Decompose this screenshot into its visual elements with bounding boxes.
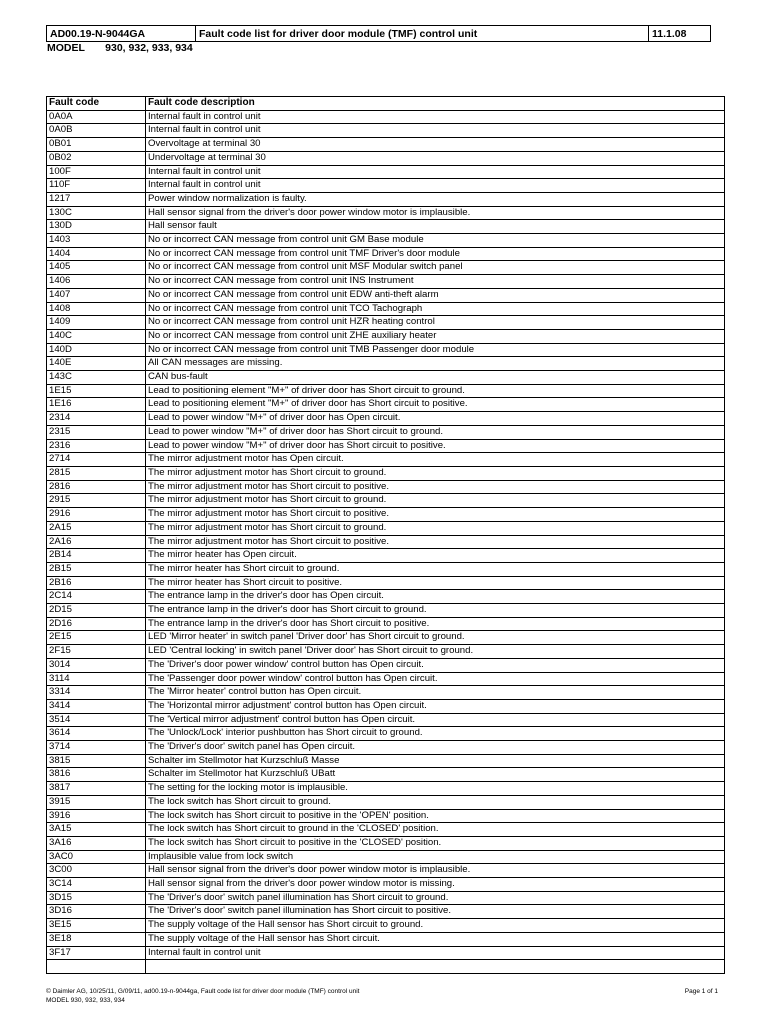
fault-description-cell: Power window normalization is faulty. xyxy=(146,192,725,206)
table-row xyxy=(47,604,725,618)
fault-description-cell: Hall sensor signal from the driver's door power window motor is missing. xyxy=(146,878,725,892)
table-row xyxy=(47,480,725,494)
fault-description-cell: The supply voltage of the Hall sensor has Short circuit to ground. xyxy=(146,919,725,933)
fault-description-cell: No or incorrect CAN message from control unit HZR heating control xyxy=(146,316,725,330)
fault-description-cell: Lead to positioning element "M+" of driver door has Short circuit to ground. xyxy=(146,384,725,398)
fault-code-cell: 3414 xyxy=(47,699,146,713)
fault-description-cell: Internal fault in control unit xyxy=(146,110,725,124)
fault-description-cell: Schalter im Stellmotor hat Kurzschluß UBatt xyxy=(146,768,725,782)
fault-description-cell: The mirror adjustment motor has Short circuit to positive. xyxy=(146,508,725,522)
fault-description-cell: The mirror adjustment motor has Short circuit to positive. xyxy=(146,535,725,549)
fault-description-cell: Hall sensor signal from the driver's door power window motor is implausible. xyxy=(146,206,725,220)
fault-code-cell: 1407 xyxy=(47,288,146,302)
fault-description-cell: No or incorrect CAN message from control unit TMF Driver's door module xyxy=(146,247,725,261)
table-row xyxy=(47,795,725,809)
table-row xyxy=(47,782,725,796)
fault-code-cell: 3A15 xyxy=(47,823,146,837)
fault-description-cell: No or incorrect CAN message from control unit INS Instrument xyxy=(146,275,725,289)
fault-code-cell: 130D xyxy=(47,220,146,234)
fault-code-cell: 2315 xyxy=(47,425,146,439)
fault-description-cell: Lead to power window "M+" of driver door has Short circuit to positive. xyxy=(146,439,725,453)
fault-code-cell: 3817 xyxy=(47,782,146,796)
fault-description-cell: No or incorrect CAN message from control unit EDW anti-theft alarm xyxy=(146,288,725,302)
fault-description-cell: The lock switch has Short circuit to ground in the 'CLOSED' position. xyxy=(146,823,725,837)
table-row xyxy=(47,247,725,261)
fault-description-cell: No or incorrect CAN message from control unit TCO Tachograph xyxy=(146,302,725,316)
fault-code-cell: 2B14 xyxy=(47,549,146,563)
fault-description-cell: Internal fault in control unit xyxy=(146,179,725,193)
fault-code-cell: 140D xyxy=(47,343,146,357)
table-row xyxy=(47,412,725,426)
fault-description-cell: Schalter im Stellmotor hat Kurzschluß Masse xyxy=(146,754,725,768)
fault-description-cell: The 'Driver's door' switch panel illumination has Short circuit to positive. xyxy=(146,905,725,919)
table-row xyxy=(47,658,725,672)
fault-description-cell: The mirror adjustment motor has Short circuit to ground. xyxy=(146,466,725,480)
fault-description-cell: Implausible value from lock switch xyxy=(146,850,725,864)
table-row xyxy=(47,932,725,946)
fault-description-cell: The mirror heater has Short circuit to ground. xyxy=(146,562,725,576)
fault-table-body xyxy=(47,110,725,973)
fault-code-cell: 3815 xyxy=(47,754,146,768)
fault-description-cell: Hall sensor signal from the driver's door power window motor is implausible. xyxy=(146,864,725,878)
fault-description-cell: The mirror heater has Open circuit. xyxy=(146,549,725,563)
table-row xyxy=(47,631,725,645)
fault-description-cell: The 'Driver's door power window' control button has Open circuit. xyxy=(146,658,725,672)
table-row xyxy=(47,535,725,549)
fault-code-cell: 2F15 xyxy=(47,645,146,659)
fault-code-cell: 140E xyxy=(47,357,146,371)
fault-description-cell: The 'Driver's door' switch panel illumination has Short circuit to ground. xyxy=(146,891,725,905)
table-row xyxy=(47,508,725,522)
fault-code-cell: 2815 xyxy=(47,466,146,480)
fault-description-cell: LED 'Central locking' in switch panel 'Driver door' has Short circuit to ground. xyxy=(146,645,725,659)
fault-code-cell: 3E15 xyxy=(47,919,146,933)
table-row xyxy=(47,384,725,398)
fault-code-cell: 3916 xyxy=(47,809,146,823)
footer-info xyxy=(46,988,359,1005)
table-row xyxy=(47,329,725,343)
footer-model: MODEL 930, 932, 933, 934 xyxy=(46,996,125,1004)
footer-page-number: Page 1 of 1 xyxy=(684,988,718,995)
table-row xyxy=(47,124,725,138)
table-row xyxy=(47,891,725,905)
fault-description-cell: The entrance lamp in the driver's door has Short circuit to positive. xyxy=(146,617,725,631)
fault-description-cell: CAN bus-fault xyxy=(146,371,725,385)
fault-description-cell: The mirror adjustment motor has Short circuit to positive. xyxy=(146,480,725,494)
table-row xyxy=(47,439,725,453)
fault-description-cell: Internal fault in control unit xyxy=(146,165,725,179)
fault-code-cell: 2C14 xyxy=(47,590,146,604)
fault-description-cell: The mirror heater has Short circuit to positive. xyxy=(146,576,725,590)
table-row xyxy=(47,398,725,412)
table-row xyxy=(47,754,725,768)
fault-code-cell: 3614 xyxy=(47,727,146,741)
table-row xyxy=(47,864,725,878)
fault-code-cell: 3E18 xyxy=(47,932,146,946)
fault-code-cell: 0A0A xyxy=(47,110,146,124)
fault-code-cell: 1404 xyxy=(47,247,146,261)
fault-description-cell: No or incorrect CAN message from control unit ZHE auxiliary heater xyxy=(146,329,725,343)
table-row xyxy=(47,699,725,713)
fault-description-cell: The lock switch has Short circuit to positive in the 'OPEN' position. xyxy=(146,809,725,823)
table-row xyxy=(47,343,725,357)
fault-description-cell: No or incorrect CAN message from control unit GM Base module xyxy=(146,234,725,248)
model-line xyxy=(47,42,193,54)
fault-description-cell: Internal fault in control unit xyxy=(146,946,725,960)
model-label: MODEL xyxy=(47,42,85,54)
table-row xyxy=(47,960,725,974)
fault-description-cell: The mirror adjustment motor has Short circuit to ground. xyxy=(146,521,725,535)
fault-description-cell: The lock switch has Short circuit to positive in the 'CLOSED' position. xyxy=(146,836,725,850)
table-row xyxy=(47,549,725,563)
table-row xyxy=(47,165,725,179)
table-row xyxy=(47,371,725,385)
fault-code-cell: 2915 xyxy=(47,494,146,508)
fault-description-cell: The mirror adjustment motor has Short circuit to ground. xyxy=(146,494,725,508)
table-row xyxy=(47,316,725,330)
table-row xyxy=(47,466,725,480)
table-row xyxy=(47,727,725,741)
fault-code-cell: 3714 xyxy=(47,741,146,755)
model-values: 930, 932, 933, 934 xyxy=(105,42,193,54)
table-row xyxy=(47,521,725,535)
doc-id: AD00.19-N-9044GA xyxy=(47,26,196,42)
fault-code-cell: 3D16 xyxy=(47,905,146,919)
table-row xyxy=(47,768,725,782)
table-row xyxy=(47,672,725,686)
fault-description-cell: No or incorrect CAN message from control unit MSF Modular switch panel xyxy=(146,261,725,275)
table-row xyxy=(47,302,725,316)
fault-description-cell: The 'Mirror heater' control button has Open circuit. xyxy=(146,686,725,700)
fault-code-cell: 2E15 xyxy=(47,631,146,645)
table-row xyxy=(47,590,725,604)
fault-description-cell: The 'Passenger door power window' control button has Open circuit. xyxy=(146,672,725,686)
fault-code-cell: 3C14 xyxy=(47,878,146,892)
table-row xyxy=(47,138,725,152)
fault-description-cell: The 'Driver's door' switch panel has Open circuit. xyxy=(146,741,725,755)
fault-description-cell: Internal fault in control unit xyxy=(146,124,725,138)
fault-code-cell: 2714 xyxy=(47,453,146,467)
table-row xyxy=(47,179,725,193)
fault-code-cell: 3014 xyxy=(47,658,146,672)
fault-code-cell: 1405 xyxy=(47,261,146,275)
fault-code-table xyxy=(46,96,725,974)
fault-description-cell: The entrance lamp in the driver's door has Short circuit to ground. xyxy=(146,604,725,618)
table-row xyxy=(47,850,725,864)
table-row xyxy=(47,946,725,960)
table-row xyxy=(47,823,725,837)
fault-code-cell: 2B15 xyxy=(47,562,146,576)
fault-description-cell: The 'Unlock/Lock' interior pushbutton has Short circuit to ground. xyxy=(146,727,725,741)
fault-code-cell: 0A0B xyxy=(47,124,146,138)
fault-code-cell: 3514 xyxy=(47,713,146,727)
fault-code-cell: 3314 xyxy=(47,686,146,700)
fault-code-cell: 1E16 xyxy=(47,398,146,412)
fault-description-cell: The supply voltage of the Hall sensor has Short circuit. xyxy=(146,932,725,946)
column-header-description: Fault code description xyxy=(146,97,725,111)
table-row xyxy=(47,713,725,727)
table-row xyxy=(47,836,725,850)
fault-code-cell: 2316 xyxy=(47,439,146,453)
doc-date: 11.1.08 xyxy=(649,26,711,42)
fault-code-cell: 2D16 xyxy=(47,617,146,631)
table-row xyxy=(47,261,725,275)
table-row xyxy=(47,110,725,124)
fault-description-cell: The 'Vertical mirror adjustment' control button has Open circuit. xyxy=(146,713,725,727)
fault-code-cell: 3A16 xyxy=(47,836,146,850)
table-row xyxy=(47,453,725,467)
table-row xyxy=(47,741,725,755)
fault-code-cell: 2A16 xyxy=(47,535,146,549)
fault-description-cell: No or incorrect CAN message from control unit TMB Passenger door module xyxy=(146,343,725,357)
table-row xyxy=(47,686,725,700)
fault-description-cell: Hall sensor fault xyxy=(146,220,725,234)
fault-code-cell: 1408 xyxy=(47,302,146,316)
fault-code-cell: 3F17 xyxy=(47,946,146,960)
fault-code-cell: 3AC0 xyxy=(47,850,146,864)
table-row xyxy=(47,878,725,892)
fault-code-cell: 1E15 xyxy=(47,384,146,398)
fault-description-cell: Lead to positioning element "M+" of driver door has Short circuit to positive. xyxy=(146,398,725,412)
table-row xyxy=(47,905,725,919)
fault-code-cell: 100F xyxy=(47,165,146,179)
table-row xyxy=(47,192,725,206)
fault-code-cell: 0B01 xyxy=(47,138,146,152)
table-row xyxy=(47,576,725,590)
table-row xyxy=(47,809,725,823)
fault-description-cell: The entrance lamp in the driver's door has Open circuit. xyxy=(146,590,725,604)
fault-description-cell: Lead to power window "M+" of driver door has Open circuit. xyxy=(146,412,725,426)
fault-code-cell: 2A15 xyxy=(47,521,146,535)
fault-description-cell: Overvoltage at terminal 30 xyxy=(146,138,725,152)
table-row xyxy=(47,275,725,289)
table-row xyxy=(47,919,725,933)
fault-code-cell: 3816 xyxy=(47,768,146,782)
fault-description-cell: The 'Horizontal mirror adjustment' control button has Open circuit. xyxy=(146,699,725,713)
fault-description-cell: Undervoltage at terminal 30 xyxy=(146,151,725,165)
table-header-row xyxy=(47,97,725,111)
table-row xyxy=(47,562,725,576)
fault-code-cell: 140C xyxy=(47,329,146,343)
fault-description-cell xyxy=(146,960,725,974)
doc-title: Fault code list for driver door module (TMF) control unit xyxy=(196,26,649,42)
fault-description-cell: The setting for the locking motor is implausible. xyxy=(146,782,725,796)
document-header xyxy=(46,25,711,42)
fault-code-cell: 3915 xyxy=(47,795,146,809)
fault-code-cell: 2816 xyxy=(47,480,146,494)
fault-code-cell: 3C00 xyxy=(47,864,146,878)
table-row xyxy=(47,494,725,508)
table-row xyxy=(47,357,725,371)
fault-code-cell: 3114 xyxy=(47,672,146,686)
table-row xyxy=(47,645,725,659)
table-row xyxy=(47,220,725,234)
fault-code-cell: 130C xyxy=(47,206,146,220)
fault-code-cell: 1409 xyxy=(47,316,146,330)
fault-code-cell: 0B02 xyxy=(47,151,146,165)
fault-code-cell: 2D15 xyxy=(47,604,146,618)
fault-code-cell: 1217 xyxy=(47,192,146,206)
table-row xyxy=(47,425,725,439)
fault-description-cell: The mirror adjustment motor has Open circuit. xyxy=(146,453,725,467)
table-row xyxy=(47,234,725,248)
fault-description-cell: The lock switch has Short circuit to ground. xyxy=(146,795,725,809)
footer-copyright: © Daimler AG, 10/25/11, G/09/11, ad00.19-n-9044ga, Fault code list for driver door module (TMF) control unit xyxy=(46,988,360,995)
fault-code-cell: 2B16 xyxy=(47,576,146,590)
fault-code-cell: 2916 xyxy=(47,508,146,522)
fault-description-cell: All CAN messages are missing. xyxy=(146,357,725,371)
column-header-code: Fault code xyxy=(47,97,146,111)
fault-code-cell: 2314 xyxy=(47,412,146,426)
table-row xyxy=(47,151,725,165)
fault-code-cell: 143C xyxy=(47,371,146,385)
table-row xyxy=(47,288,725,302)
fault-code-cell: 1406 xyxy=(47,275,146,289)
fault-code-cell: 110F xyxy=(47,179,146,193)
table-row xyxy=(47,617,725,631)
fault-description-cell: LED 'Mirror heater' in switch panel 'Driver door' has Short circuit to ground. xyxy=(146,631,725,645)
fault-description-cell: Lead to power window "M+" of driver door has Short circuit to ground. xyxy=(146,425,725,439)
fault-code-cell: 1403 xyxy=(47,234,146,248)
fault-code-cell xyxy=(47,960,146,974)
table-row xyxy=(47,206,725,220)
fault-code-cell: 3D15 xyxy=(47,891,146,905)
